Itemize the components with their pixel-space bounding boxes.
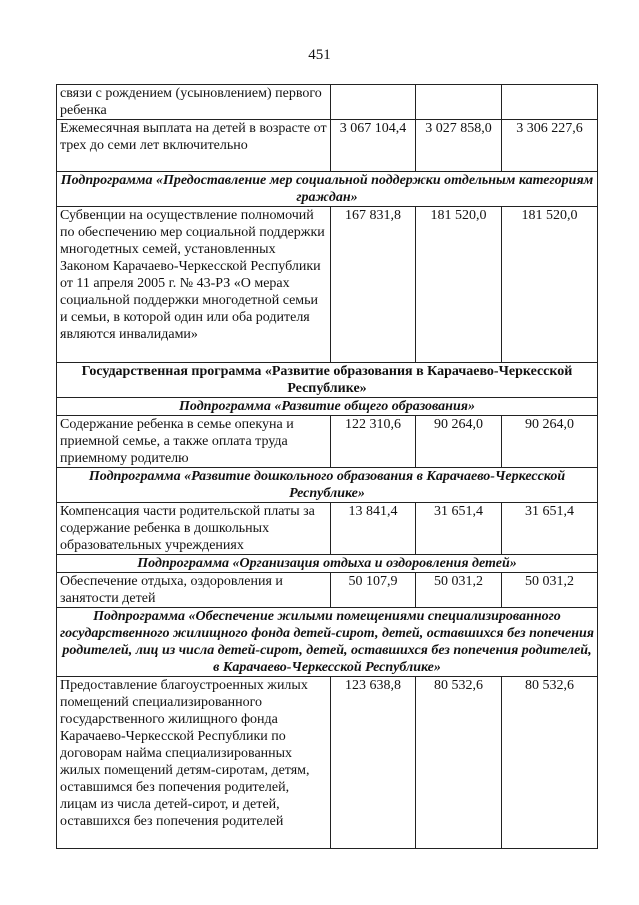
table-row — [57, 416, 598, 468]
row-description: Субвенции на осуществление полномочий по обеспечению мер социальной поддержки многодетных семей, установленных Законом Карачаево-Черкесской Республики от 11 апреля 2005 г. № 43-РЗ «О мерах социальной поддержки многодетной семьи и семьи, в которой один или оба родителя являются инвалидами» — [57, 207, 331, 363]
table-row — [57, 85, 598, 120]
table-row — [57, 207, 598, 363]
subprogram-heading: Подпрограмма «Развитие общего образования» — [57, 398, 598, 416]
value-col-3 — [502, 85, 598, 120]
table-row — [57, 573, 598, 608]
value-col-3: 3 306 227,6 — [502, 120, 598, 172]
program-heading-row — [57, 363, 598, 398]
value-col-3: 90 264,0 — [502, 416, 598, 468]
subprogram-heading-row — [57, 398, 598, 416]
row-description: Предоставление благоустроенных жилых помещений специализированного государственного жилищного фонда Карачаево-Черкесской Республики по договорам найма специализированных жилых помещений детям-сиротам, детям, оставшимся без попечения родителей, лицам из числа детей-сирот, и детей, оставшихся без попечения родителей — [57, 677, 331, 849]
value-col-2 — [416, 85, 502, 120]
value-col-3: 50 031,2 — [502, 573, 598, 608]
row-description: Компенсация части родительской платы за содержание ребенка в дошкольных образовательных учреждениях — [57, 503, 331, 555]
budget-table — [56, 84, 598, 849]
value-col-2: 181 520,0 — [416, 207, 502, 363]
table-row — [57, 120, 598, 172]
row-description: связи с рождением (усыновлением) первого ребенка — [57, 85, 331, 120]
value-col-2: 3 027 858,0 — [416, 120, 502, 172]
row-description: Обеспечение отдыха, оздоровления и занятости детей — [57, 573, 331, 608]
subprogram-heading-row — [57, 468, 598, 503]
value-col-3: 181 520,0 — [502, 207, 598, 363]
value-col-1: 123 638,8 — [331, 677, 416, 849]
value-col-2: 50 031,2 — [416, 573, 502, 608]
program-heading: Государственная программа «Развитие образования в Карачаево-Черкесской Республике» — [57, 363, 598, 398]
row-description: Ежемесячная выплата на детей в возрасте от трех до семи лет включительно — [57, 120, 331, 172]
subprogram-heading-row — [57, 172, 598, 207]
value-col-2: 90 264,0 — [416, 416, 502, 468]
subprogram-heading-row — [57, 555, 598, 573]
value-col-2: 31 651,4 — [416, 503, 502, 555]
subprogram-heading: Подпрограмма «Обеспечение жилыми помещениями специализированного государственного жилищного фонда детей-сирот, детей, оставшихся без попечения родителей, лиц из числа детей-сирот, детей, оставшихся без попечения родителей, в Карачаево-Черкесской Республике» — [57, 608, 598, 677]
value-col-1: 50 107,9 — [331, 573, 416, 608]
value-col-1: 167 831,8 — [331, 207, 416, 363]
subprogram-heading: Подпрограмма «Развитие дошкольного образования в Карачаево-Черкесской Республике» — [57, 468, 598, 503]
subprogram-heading-row — [57, 608, 598, 677]
value-col-3: 31 651,4 — [502, 503, 598, 555]
table-row — [57, 503, 598, 555]
value-col-1 — [331, 85, 416, 120]
subprogram-heading: Подпрограмма «Предоставление мер социальной поддержки отдельным категориям граждан» — [57, 172, 598, 207]
subprogram-heading: Подпрограмма «Организация отдыха и оздоровления детей» — [57, 555, 598, 573]
table-row — [57, 677, 598, 849]
value-col-2: 80 532,6 — [416, 677, 502, 849]
value-col-1: 122 310,6 — [331, 416, 416, 468]
value-col-1: 13 841,4 — [331, 503, 416, 555]
value-col-1: 3 067 104,4 — [331, 120, 416, 172]
page-number: 451 — [308, 47, 331, 63]
value-col-3: 80 532,6 — [502, 677, 598, 849]
row-description: Содержание ребенка в семье опекуна и приемной семье, а также оплата труда приемному родителю — [57, 416, 331, 468]
